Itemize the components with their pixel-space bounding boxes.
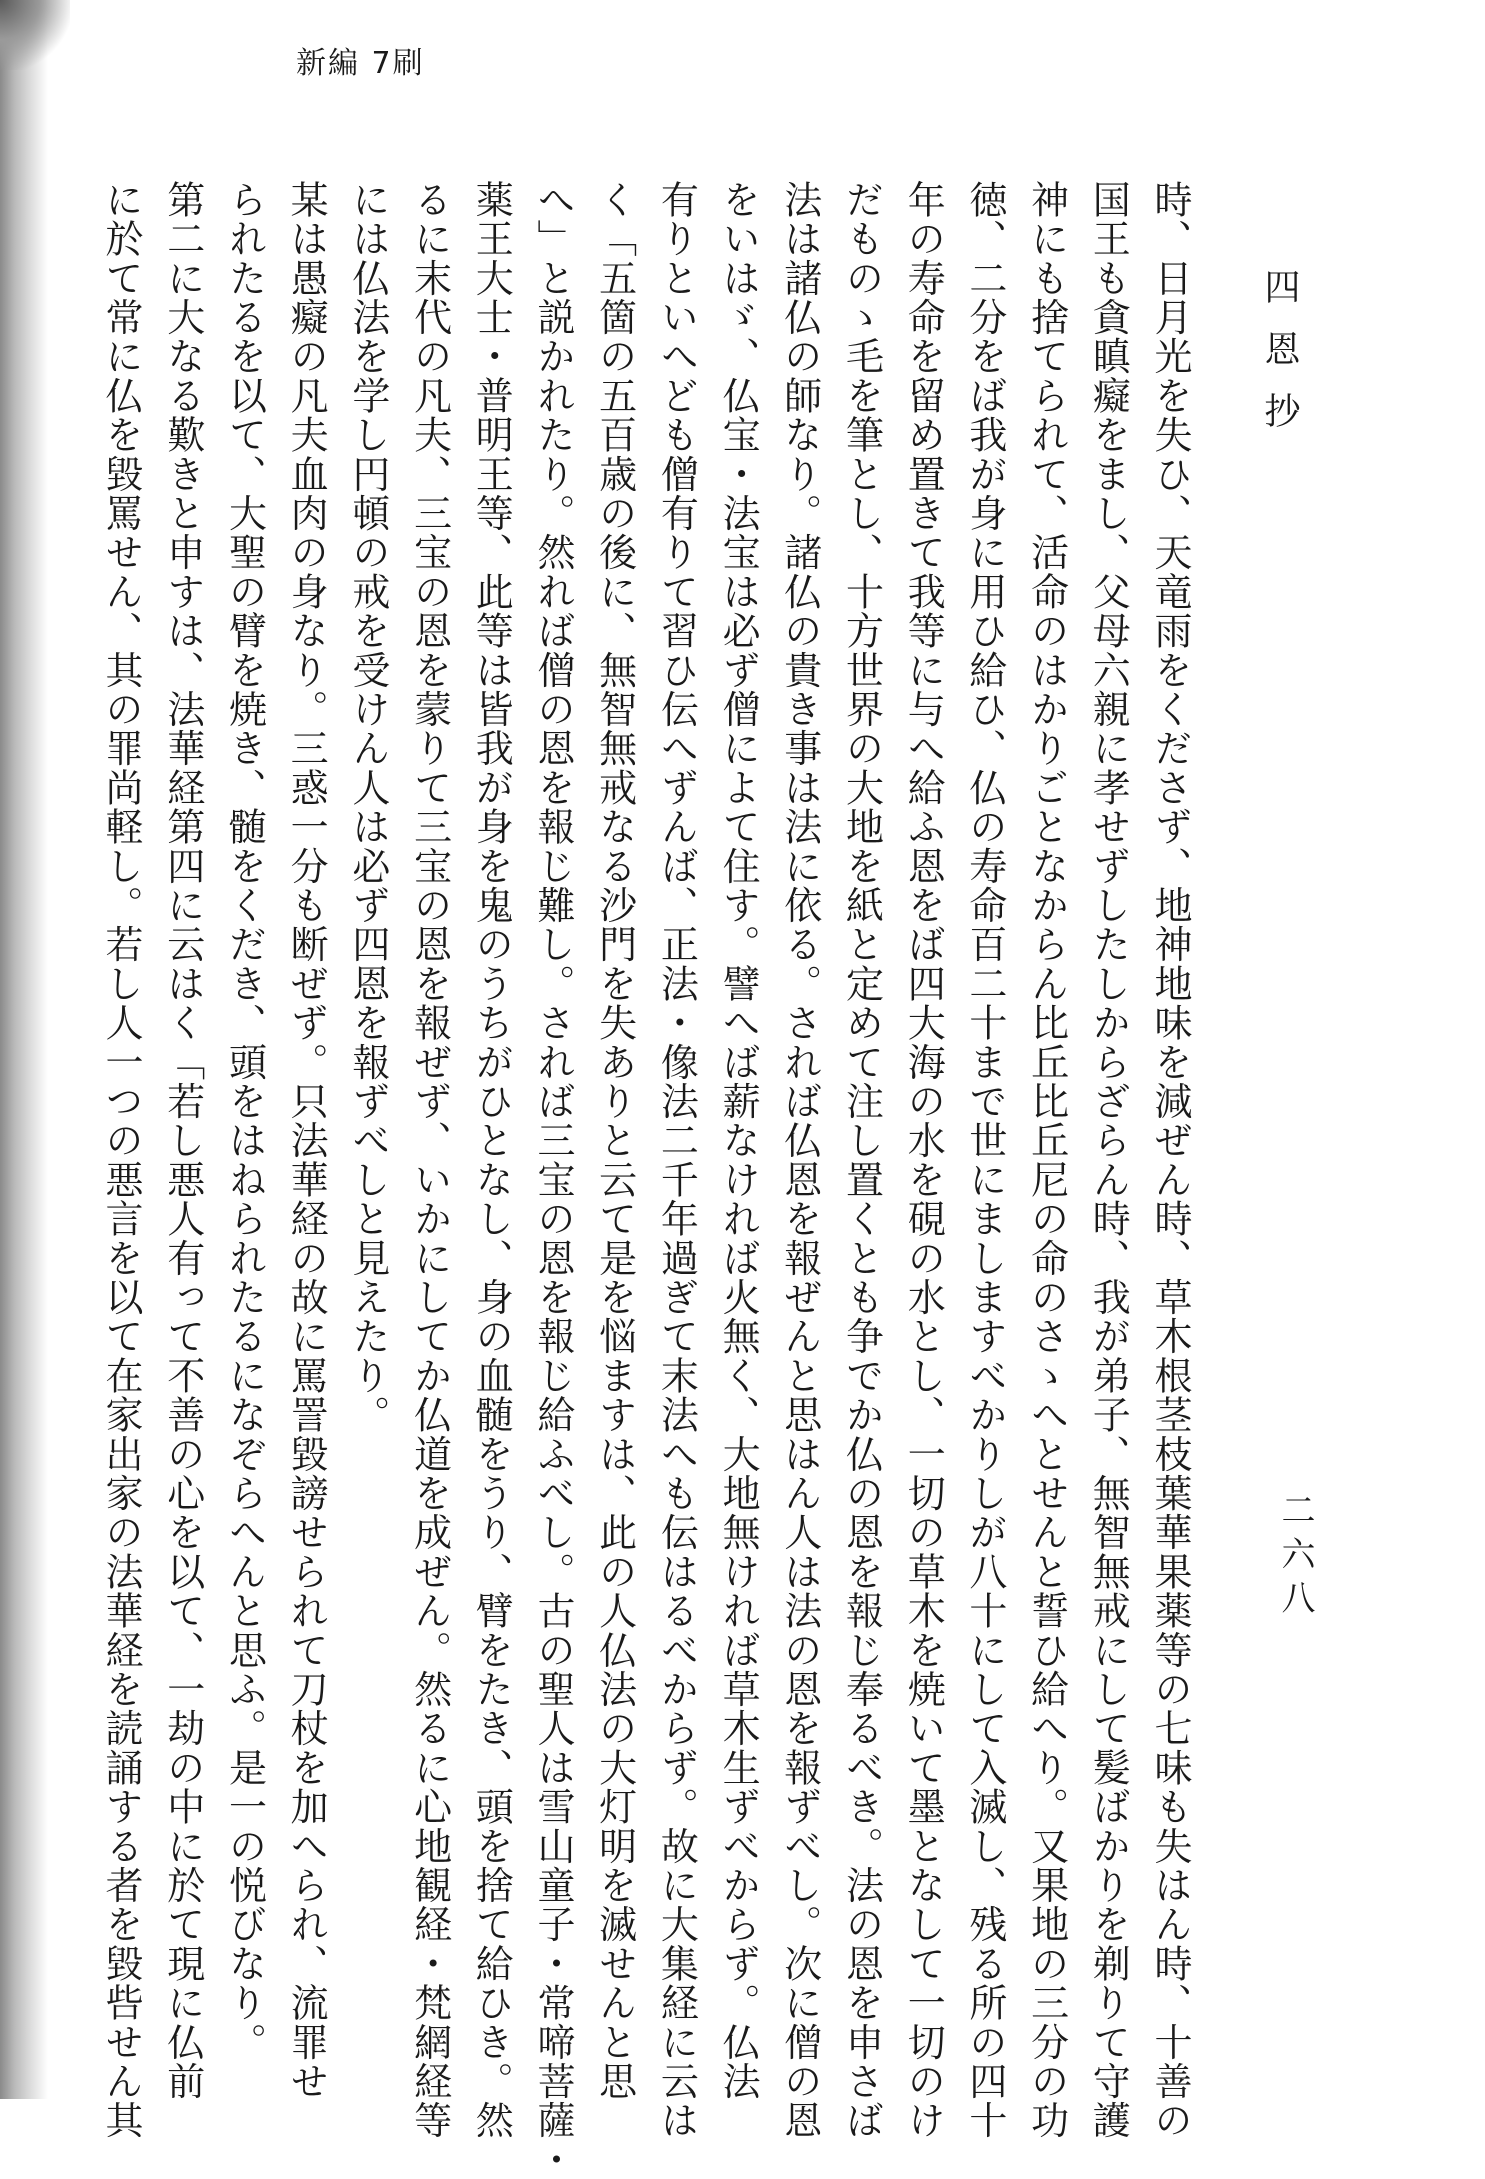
text-line: 国王も貪瞋癡をまし、父母六親に孝せずしたしからざらん時、我が弟子、無智無戒にして髪ばかりを剃りて守護	[1086, 180, 1131, 2140]
text-line: だものゝ毛を筆とし、十方世界の大地を紙と定めて注し置くとも争でか仏の恩を報じ奉るべき。法の恩を申さば	[839, 180, 884, 2140]
text-line: 有りといへども僧有りて習ひ伝へずんば、正法・像法二千年過ぎて末法へも伝はるべからず。故に大集経に云は	[654, 180, 699, 2140]
text-line: 某は愚癡の凡夫血肉の身なり。三惑一分も断ぜず。只法華経の故に罵詈毀謗せられて刀杖を加へられ、流罪せ	[284, 180, 329, 2101]
text-line: られたるを以て、大聖の臂を焼き、髄をくだき、頭をはねられたるになぞらへんと思ふ。是一の悦びなり。	[222, 180, 267, 2062]
text-line: 薬王大士・普明王等、此等は皆我が身を鬼のうちがひとなし、身の血髄をうり、臂をたき、頭を捨て給ひき。然	[469, 180, 514, 2140]
text-line: 年の寿命を留め置きて我等に与へ給ふ恩をば四大海の水を硯の水とし、一切の草木を焼いて墨となして一切のけ	[901, 180, 946, 2140]
text-line: には仏法を学し円頓の戒を受けん人は必ず四恩を報ずべしと見えたり。	[345, 180, 390, 1435]
text-line: をいはゞ、仏宝・法宝は必ず僧によて住す。譬へば薪なければ火無く、大地無ければ草木生ずべからず。仏法	[716, 180, 761, 2101]
text-line: 徳、二分をば我が身に用ひ給ひ、仏の寿命百二十まで世にましますべかりしが八十にして入滅し、残る所の四十	[962, 180, 1007, 2140]
edition-label: 新編 7刷	[296, 46, 425, 81]
binding-shadow	[0, 0, 48, 2099]
text-line: るに末代の凡夫、三宝の恩を蒙りて三宝の恩を報ぜず、いかにしてか仏道を成ぜん。然るに心地観経・梵網経等	[407, 180, 452, 2140]
text-line: に於て常に仏を毀罵せん、其の罪尚軽し。若し人一つの悪言を以て在家出家の法華経を読誦する者を毀呰せん其	[99, 180, 144, 2140]
text-line: 第二に大なる歎きと申すは、法華経第四に云はく「若し悪人有って不善の心を以て、一劫の中に於て現に仏前	[160, 180, 205, 2101]
text-line: へ」と説かれたり。然れば僧の恩を報じ難し。されば三宝の恩を報じ給ふべし。古の聖人は雪山童子・常啼菩薩・	[530, 180, 575, 2179]
text-line: 神にも捨てられて、活命のはかりごとなからん比丘比丘尼の命のさゝへとせんと誓ひ給へり。又果地の三分の功	[1024, 180, 1069, 2140]
book-title: 四恩抄	[1259, 268, 1300, 454]
scan-corner-shadow	[0, 0, 70, 70]
page-number: 二六八	[1275, 1492, 1315, 1624]
body-text	[99, 180, 1200, 2179]
text-line: く「五箇の五百歳の後に、無智無戒なる沙門を失ありと云て是を悩ますは、此の人仏法の大灯明を滅せんと思	[592, 180, 637, 2101]
text-line: 時、日月光を失ひ、天竜雨をくださず、地神地味を減ぜん時、草木根茎枝葉華果薬等の七味も失はん時、十善の	[1148, 180, 1192, 2140]
text-line: 法は諸仏の師なり。諸仏の貴き事は法に依る。されば仏恩を報ぜんと思はん人は法の恩を報ずべし。次に僧の恩	[777, 180, 822, 2140]
